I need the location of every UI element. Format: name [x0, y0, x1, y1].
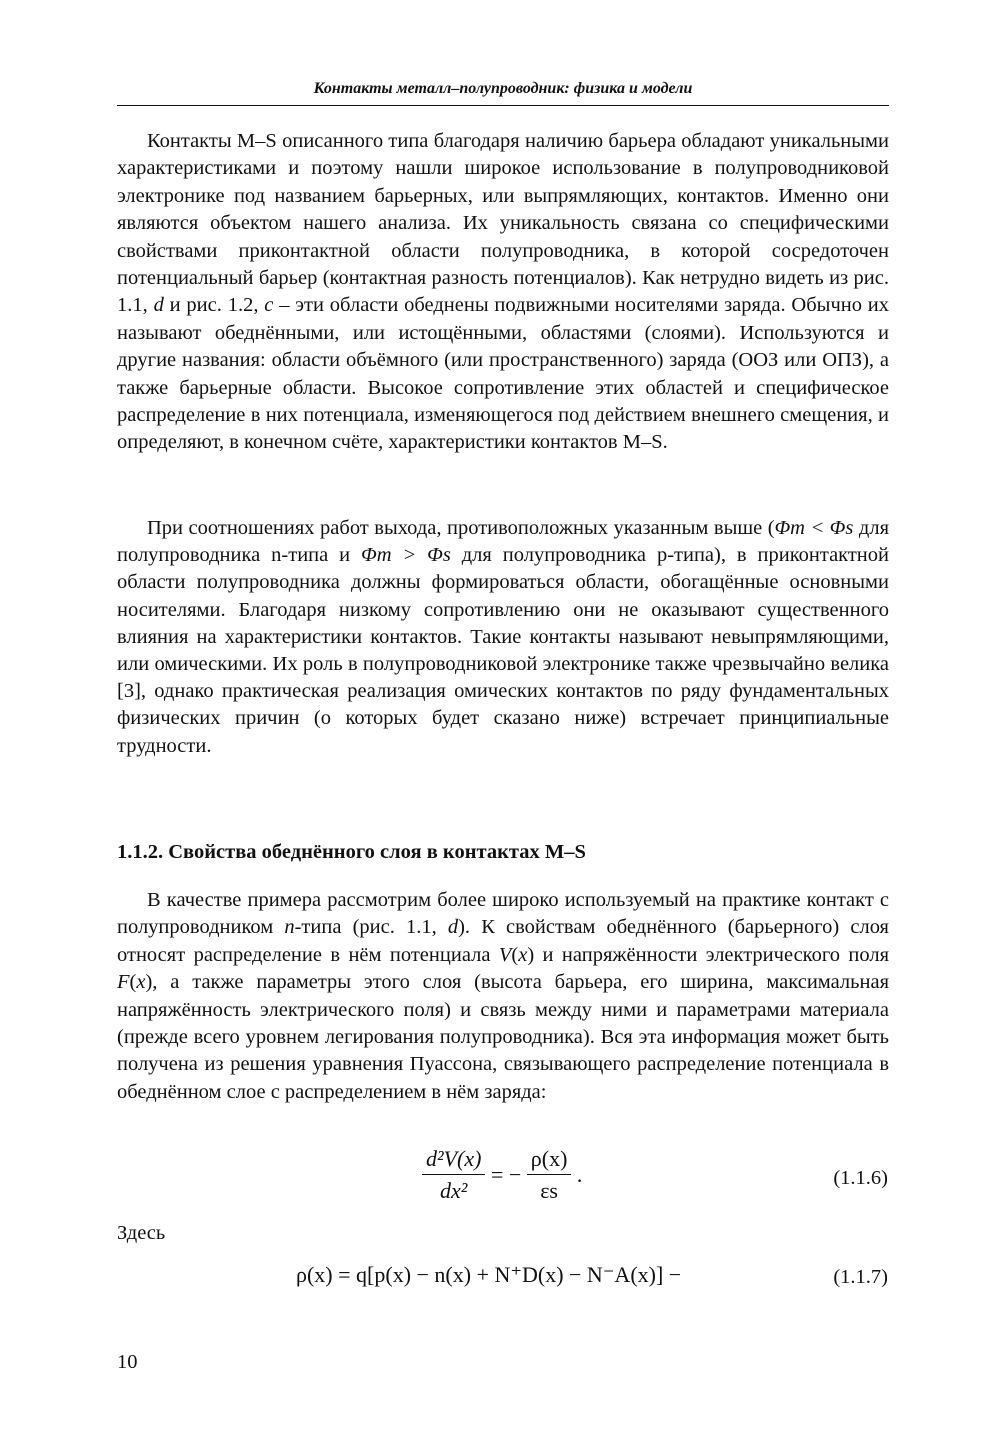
figure-ref-d: d	[153, 294, 164, 317]
figure-ref-c: c	[264, 294, 274, 317]
section-heading: 1.1.2. Свойства обеднённого слоя в контактах M–S	[117, 841, 586, 863]
rhs-fraction: $\frac{\rho(x)}{\varepsilon s}$	[527, 1146, 572, 1204]
paragraph-2	[117, 515, 889, 760]
condition-p-type: Φm > Φs	[361, 544, 451, 567]
paragraph-1-mid: и рис. 1.2,	[163, 294, 265, 317]
here-label: Здесь	[117, 1222, 166, 1244]
equation-number-1-1-6: (1.1.6)	[833, 1167, 888, 1189]
paragraph-1-rest: – эти области обеднены подвижными носителями заряда. Обычно их называют обеднёнными, или истощёнными, областями (слоями). Используются и другие названия: области объёмного (или пространственного) заряда (ООЗ или ОПЗ), а также барьерные области. Высокое сопротивление этих областей и специфическое распределение в них потенциала, изменяющегося под действием внешнего смещения, и определяют, в конечном счёте, характеристики контактов M–S.	[117, 294, 890, 454]
header-rule	[117, 105, 889, 106]
paragraph-1-text: Контакты M–S описанного типа благодаря наличию барьера обладают уникальными характеристиками и поэтому нашли широкое использование в полупроводниковой электронике под названием барьерных, или выпрямляющих, контактов. Именно они являются объектом нашего анализа. Их уникальность связана со специфическими свойствами приконтактной области полупроводника, в которой сосредоточен потенциальный барьер (контактная разность потенциалов). Как нетрудно видеть из рис. 1.1,	[117, 130, 889, 317]
paragraph-3: В качестве примера рассмотрим более широко используемый на практике контакт с полупроводником n-типа (рис. 1.1, d). К свойствам обеднённого (барьерного) слоя относят распределение в нём потенциала V(x) и напряжённости электрического поля F(x), а также параметры этого слоя (высота барьера, его ширина, максимальная напряжённость электрического поля) и связь между ними и параметрами материала (прежде всего уровнем легирования полупроводника). Вся эта информация может быть получена из решения уравнения Пуассона, связывающего распределение потенциала в обеднённом слое с распределением в нём заряда:	[117, 889, 889, 1103]
equation-1-1-6: $\frac{\text{d²V(x)}}{\text{dx²}}$ = − $\frac{\rho(x)}{\varepsilon s}$ .	[422, 1146, 582, 1204]
condition-n-type: Φm < Φs	[774, 517, 854, 539]
paragraph-2-start: При соотношениях работ выхода, противоположных указанным выше (	[147, 517, 775, 539]
page-number: 10	[117, 1351, 138, 1373]
paragraph-2-rest: для полупроводника p-типа), в приконтактной области полупроводника должны формироваться области, обогащённые основными носителями. Благодаря низкому сопротивлению они не оказывают существенного влияния на характеристики контактов. Такие контакты называют невыпрямляющими, или омическими. Их роль в полупроводниковой электронике также чрезвычайно велика [3], однако практическая реализация омических контактов по ряду фундаментальных физических причин (о которых будет сказано ниже) встречает принципиальные трудности.	[117, 544, 890, 757]
equation-1-1-7: ρ(x) = q[p(x) − n(x) + N⁺D(x) − N⁻A(x)] −	[296, 1262, 682, 1287]
running-header: Контакты металл–полупроводник: физика и модели	[313, 80, 693, 97]
paragraph-2-mid: для полупроводника n-типа и	[117, 517, 889, 567]
lhs-fraction: $\frac{\text{d²V(x)}}{\text{dx²}}$	[422, 1146, 485, 1204]
paragraph-1	[117, 128, 889, 457]
equation-number-1-1-7: (1.1.7)	[833, 1266, 888, 1288]
